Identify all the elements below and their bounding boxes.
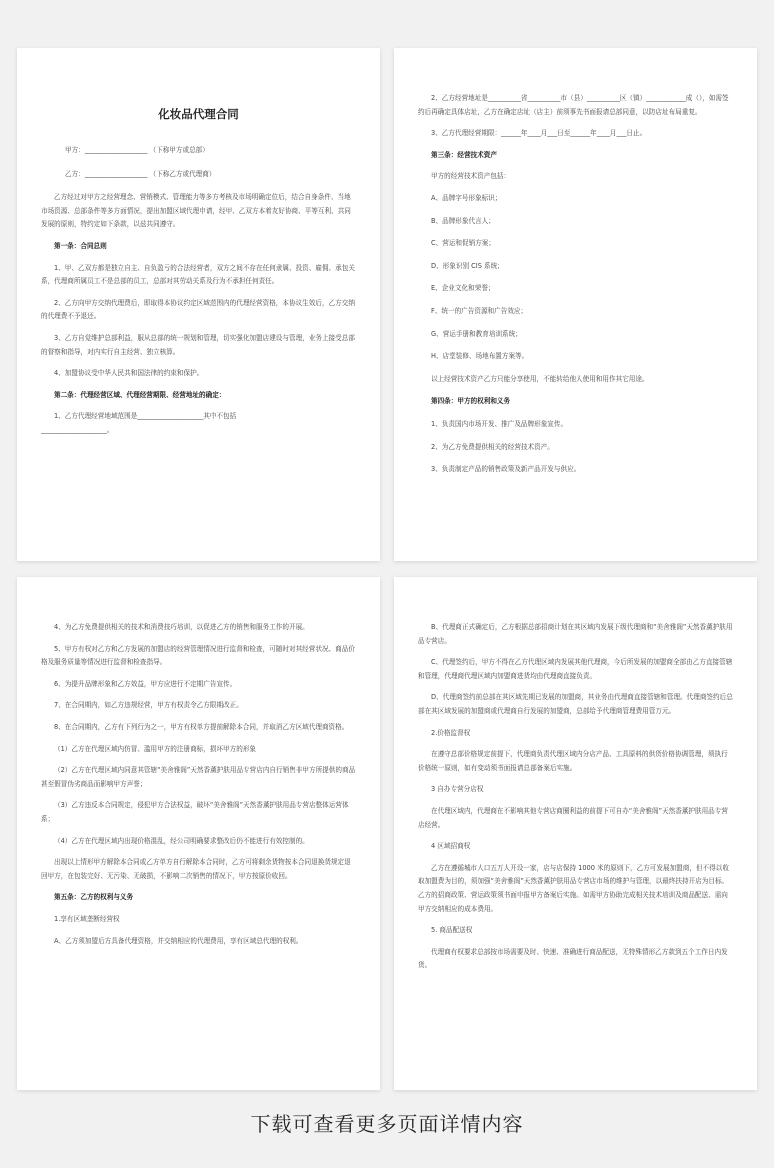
list-item: D、形象识别 CIS 系统；	[431, 261, 504, 270]
section-heading: 第一条：合同总则	[54, 241, 107, 250]
party-a-line: 甲方：___________________ （下称甲方或总部）	[65, 146, 209, 154]
paragraph: 7、在合同期内，如乙方违规经营，甲方有权责令乙方限期改正。	[54, 701, 243, 710]
section-heading: 第二条：代理经营区域、代理经营期限、经营地址的确定：	[54, 390, 226, 399]
contract-title: 化妆品代理合同	[158, 107, 239, 121]
paragraph: 2、乙方向甲方交纳代理费后，即取得本协议约定区域范围内的代理经营资格，本协议生效后，乙方交纳的代理费不予退还。	[41, 298, 355, 321]
paragraph: 2、乙方经营地址是__________省__________市（县）__________区（镇）____________成（），如需签约后再确定具体店址，乙方在确定店址（店主）前须事先书面报请总部同意，以防店址布局重复。	[418, 94, 729, 116]
paragraph: 4、为乙方免费提供相关的技术和消费技巧培训，以促进乙方的销售和服务工作的开展。	[54, 623, 309, 631]
paragraph: （1）乙方在代理区域内仿冒、滥用甲方的注册商标，损坏甲方的形象	[54, 744, 257, 753]
paragraph: （4）乙方在代理区域内出现价格混乱，经公司明确要求整改后仍不能进行有效控制的。	[54, 836, 309, 845]
paragraph: 5、甲方有权对乙方和乙方发展的加盟店的经营管理情况进行监督和检查，可随时对其经营状况、商品价格及服务质量等情况进行监督和检查指导。	[41, 644, 355, 667]
subsection-heading: 2.价格监督权	[431, 728, 471, 737]
party-b-line: 乙方：___________________ （下称乙方或代理商）	[65, 169, 216, 178]
section-heading: 第三条：经营技术资产	[431, 150, 497, 159]
section-heading: 第四条：甲方的权利和义务	[431, 397, 511, 406]
list-item: 2、为乙方免费提供相关的经营技术资产。	[431, 442, 554, 451]
paragraph: 1、乙方代理经营地域范围是____________________其中不包括	[54, 412, 237, 421]
paragraph: 出现以上情形甲方解除本合同或乙方单方自行解除本合同时，乙方可将剩余货物按本合同退换货规定退回甲方，在包装完好、无污染、无破损，不影响二次销售的情况下，甲方按原价收回。	[41, 858, 351, 880]
paragraph: 乙方经过对甲方之经营理念、营销模式、管理能力等多方考核及市场明确定位后，结合自身条件、当地市场资源、总部条件等多方面情况，提出加盟区域代理申请，经甲、乙双方本着友好协商、平等互利、共同发展的原则，特约定如下条款，以兹共同遵守。	[41, 193, 351, 229]
document-page-1	[17, 48, 380, 561]
paragraph: ____________________。	[41, 425, 114, 434]
list-item: F、统一的广告资源和广告效应；	[431, 306, 528, 315]
paragraph: A、乙方须加盟后方具备代理资格，并交纳相应的代理费用，享有区域总代理的权利。	[54, 936, 303, 945]
paragraph: 以上经营技术资产乙方只能分享使用，不能转给他人使用和用作其它用途。	[431, 374, 649, 383]
subsection-heading: 4 区域招商权	[431, 842, 471, 851]
paragraph: B、代理商正式确定后，乙方根据总部招商计划在其区域内发展下级代理商和“美舍雅阁”天然香薰护肤用品专营店。	[418, 623, 733, 645]
section-heading: 第五条：乙方的权利与义务	[54, 893, 134, 902]
list-item: A、品牌字号形象标识；	[431, 193, 502, 202]
list-item: 3、负责制定产品的销售政策及新产品开发与供应。	[431, 465, 581, 474]
paragraph: （2）乙方在代理区域内同意其管辖“美舍雅阁”天然香薰护肤用品专营店内自行销售非甲方所提供的商品甚至假冒伪劣商品而影响甲方声誉；	[41, 766, 356, 788]
list-item: C、营运和促销方案；	[431, 239, 495, 248]
paragraph: 8、在合同期内，乙方有下列行为之一，甲方有权单方提前解除本合同，并取消乙方区域代理商资格。	[54, 722, 349, 731]
paragraph: 乙方在遵循城市人口五万人开设一家，店与店保持 1000 米的原则下，乙方可发展加盟商，但不得以收取加盟费为目的，须加强“美舍雅阁”天然香薰护肤用品专营店市场的维护与管理，以最终扶持开店为目标。乙方的招商政策、营运政策须书面申报甲方备案后实施。如需甲方协助完成相关技术培训及商品配送、需向甲方交纳相应的成本费用。	[418, 863, 729, 913]
list-item: 1、负责国内市场开发、推广及品牌形象宣传。	[431, 419, 568, 428]
list-item: E、企业文化和荣誉；	[431, 284, 495, 293]
document-page-3	[17, 577, 380, 1090]
paragraph: （3）乙方违反本合同规定，侵犯甲方合法权益，破坏“美舍雅阁”天然香薰护肤用品专营店整体运营体系；	[41, 801, 349, 823]
list-item: H、店堂装修、场地布置方案等。	[431, 352, 529, 361]
paragraph: 代理商有权要求总部按市场需要及时、快速、准确进行商品配送，无特殊情形乙方款到五个工作日内发货。	[418, 947, 728, 970]
paragraph: 3、乙方代理经营期限：______年____月___日至______年____月___日止。	[431, 129, 647, 138]
list-item: G、营运手册和教育培训系统；	[431, 329, 522, 338]
download-more-link[interactable]: 下载可查看更多页面详情内容	[250, 1112, 524, 1136]
document-page-4	[394, 577, 757, 1090]
paragraph: D、代理商签约前总部在其区域先期已发展的加盟商，其业务由代理商直接管辖和管理。代理商签约后总部在其区域发展的加盟商或代理商自行发展的加盟商，总部给予代理商管理费用管万元。	[418, 693, 733, 715]
paragraph: 4、加盟协议受中华人民共和国法律的约束和保护。	[54, 369, 204, 378]
document-page-2	[394, 48, 757, 561]
paragraph: 1、甲、乙双方都是独立自主、自负盈亏的合法经营者，双方之间不存在任何隶属、投资、雇佣、承包关系，代理商所属员工不是总部的员工，总部对其劳动关系及行为不承担任何责任。	[41, 263, 355, 286]
paragraph: 在遵守总部价格规定前提下，代理商负责代理区域内分店产品、工具原料的供货价格协调管理，须执行价格统一原则，如有变动须书面报请总部备案后实施。	[418, 750, 728, 772]
paragraph: 3、乙方自觉维护总部利益，服从总部的统一规划和管理，切实强化加盟店建设与管理，业务上接受总部的督察和指导，对内实行自主经营、独立核算。	[41, 333, 355, 356]
paragraph: 1.享有区域垄断经营权	[54, 914, 120, 923]
list-item: B、品牌形象代言人；	[431, 216, 495, 225]
subsection-heading: 5. 商品配送权	[431, 926, 473, 935]
paragraph: 在代理区域内，代理商在不影响其他专营店商圈利益的前提下可自办“美舍雅阁”天然香薰护肤用品专营店经营。	[418, 806, 728, 829]
paragraph: 甲方的经营技术资产包括：	[431, 172, 511, 181]
paragraph: C、代理签约后，甲方不得在乙方代理区域内发展其他代理商，今后所发展的加盟商全部由乙方直接管辖和管理，代理商代理区域内加盟商进货均由代理商直接负责。	[418, 658, 733, 680]
paragraph: 6、为提升品牌形象和乙方效益，甲方应进行不定期广告宣传。	[54, 679, 237, 688]
subsection-heading: 3 自办专营分店权	[431, 785, 484, 794]
